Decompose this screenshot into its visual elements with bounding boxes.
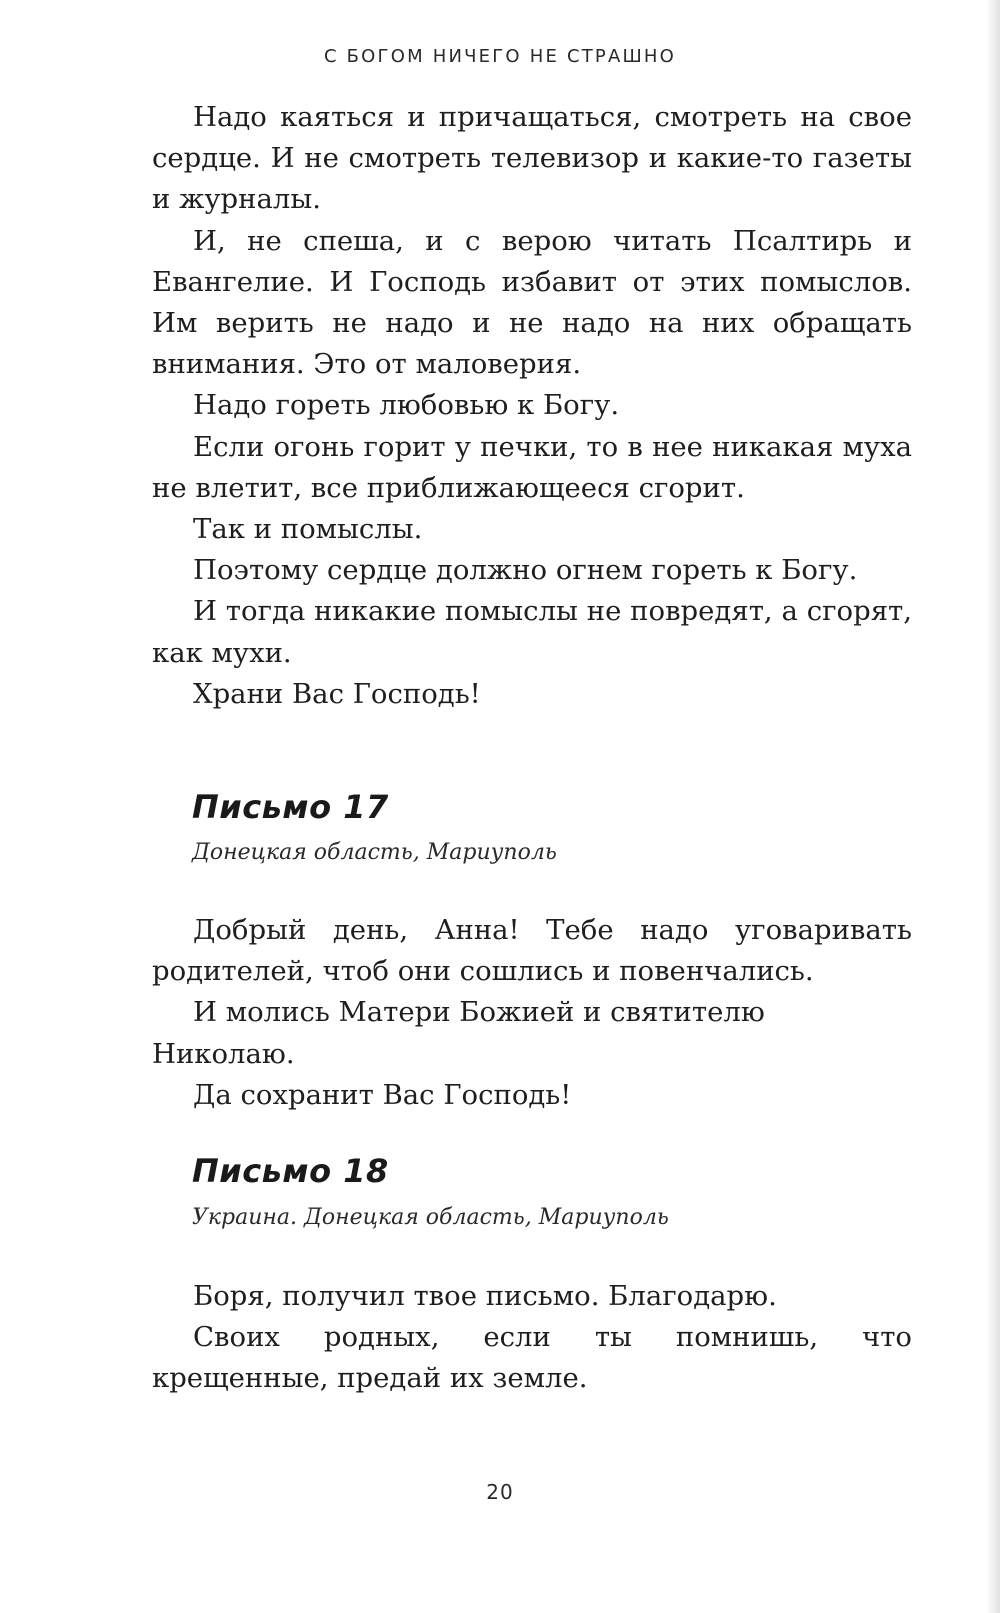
paragraph: Надо каяться и причащаться, смотреть на свое сердце. И не смотреть телевизор и какие-то газеты и журналы. — [152, 101, 912, 216]
paragraph: Храни Вас Господь! — [193, 677, 481, 710]
letter-17-title: Письмо 17 — [192, 788, 389, 826]
paragraph: И тогда никакие помыслы не повредят, а сгорят, как мухи. — [152, 595, 912, 669]
letter-17-place: Донецкая область, Мариуполь — [192, 840, 557, 865]
body-text-top — [152, 97, 912, 715]
letter-17-body — [152, 910, 912, 1116]
paragraph: И молись Матери Божией и святителю Николаю. — [152, 996, 765, 1070]
paragraph: Боря, получил твое письмо. Благодарю. — [193, 1280, 777, 1312]
page-number: 20 — [486, 1480, 514, 1504]
paragraph: Поэтому сердце должно огнем гореть к Богу. — [193, 554, 858, 587]
letter-18-title: Письмо 18 — [192, 1152, 389, 1190]
paragraph: Своих родных, если ты помнишь, что крещенные, предай их земле. — [152, 1321, 912, 1395]
paragraph: Добрый день, Анна! Тебе надо уговаривать родителей, чтоб они сошлись и повенчались. — [152, 914, 912, 988]
letter-18-place: Украина. Донецкая область, Мариуполь — [192, 1205, 669, 1230]
paragraph: Да сохранит Вас Господь! — [193, 1078, 572, 1111]
paragraph: И, не спеша, и с верою читать Псалтирь и Евангелие. И Господь избавит от этих помыслов. Им верить не надо и не надо на них обращать внимания. Это от маловерия. — [152, 224, 912, 381]
paragraph: Надо гореть любовью к Богу. — [193, 389, 620, 422]
paragraph: Если огонь горит у печки, то в нее никакая муха не влетит, все приближающееся сгорит. — [152, 430, 912, 504]
letter-18-body — [152, 1276, 912, 1400]
page-edge-shadow — [986, 0, 1000, 1613]
running-head: С БОГОМ НИЧЕГО НЕ СТРАШНО — [323, 46, 677, 67]
paragraph: Так и помыслы. — [193, 513, 423, 546]
